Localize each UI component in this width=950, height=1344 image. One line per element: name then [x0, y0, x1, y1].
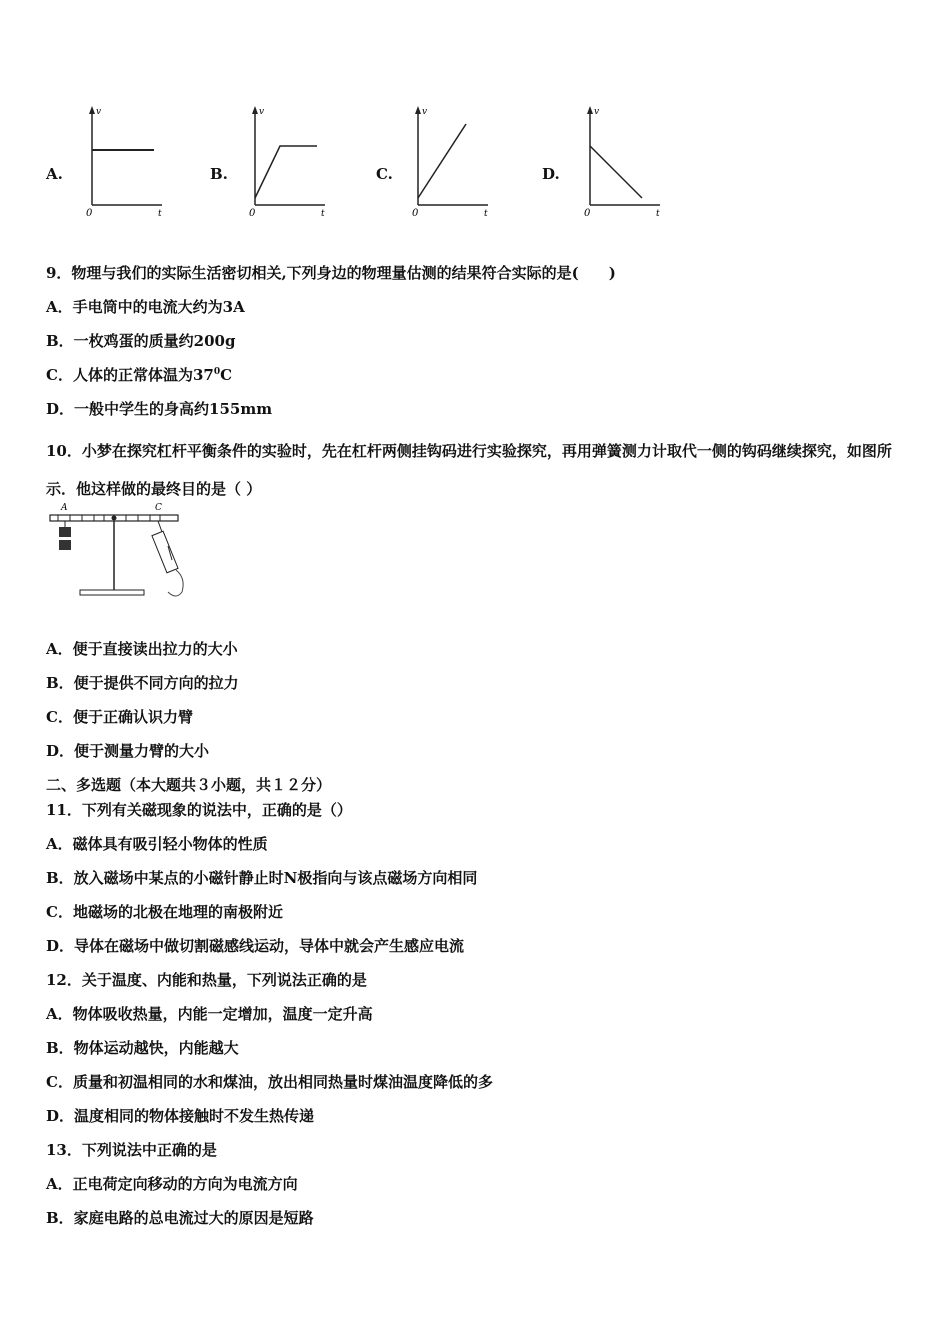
q8-option-b-label[interactable]: B.: [210, 165, 228, 183]
q9-option-c[interactable]: [46, 364, 232, 385]
q11-stem: 11．下列有关磁现象的说法中，正确的是（）: [46, 801, 352, 819]
q10-stem: 10．小梦在探究杠杆平衡条件的实验时，先在杠杆两侧挂钩码进行实验探究，再用弹簧测力计取代一侧的钩码继续探究，如图所示．他这样做的最终目的是（ ）: [46, 442, 892, 498]
q8-graph-a-x-label: t: [158, 209, 162, 219]
q8-option-a-label[interactable]: A.: [46, 165, 63, 183]
q8-graph-b-origin: 0: [249, 208, 256, 219]
q9-option-b[interactable]: B．一枚鸡蛋的质量约200g: [46, 332, 236, 350]
q10-option-b[interactable]: B．便于提供不同方向的拉力: [46, 674, 239, 692]
q13-option-a[interactable]: A．正电荷定向移动的方向为电流方向: [46, 1175, 298, 1193]
q12-option-d[interactable]: D．温度相同的物体接触时不发生热传递: [46, 1107, 315, 1125]
q13-option-b[interactable]: B．家庭电路的总电流过大的原因是短路: [46, 1209, 314, 1227]
q13-stem: 13．下列说法中正确的是: [46, 1141, 217, 1159]
q8-graph-c-origin: 0: [412, 208, 419, 219]
lever-label-c: C: [155, 503, 162, 513]
q8-graph-a-origin: 0: [86, 208, 93, 219]
q9-option-d[interactable]: D．一般中学生的身高约155mm: [46, 400, 273, 418]
q11-option-a[interactable]: A．磁体具有吸引轻小物体的性质: [46, 835, 268, 853]
q8-graph-d-origin: 0: [584, 208, 591, 219]
q11-option-b[interactable]: B．放入磁场中某点的小磁针静止时N极指向与该点磁场方向相同: [46, 869, 478, 887]
lever-figure: [44, 500, 214, 610]
q9-option-c-text: C．人体的正常体温为37: [46, 366, 214, 384]
q9-option-a[interactable]: A．手电筒中的电流大约为3A: [46, 298, 245, 316]
q8-graph-d-x-label: t: [656, 209, 660, 219]
q12-option-a[interactable]: A．物体吸收热量，内能一定增加，温度一定升高: [46, 1005, 373, 1023]
q11-option-d[interactable]: D．导体在磁场中做切割磁感线运动，导体中就会产生感应电流: [46, 937, 465, 955]
q8-graph-a: [82, 100, 172, 220]
q10-option-d[interactable]: D．便于测量力臂的大小: [46, 742, 210, 760]
q9-stem: 9．物理与我们的实际生活密切相关,下列身边的物理量估测的结果符合实际的是( ): [46, 264, 616, 282]
q8-graph-c: [408, 100, 498, 220]
q8-option-d-label[interactable]: D.: [542, 165, 560, 183]
q8-graph-b-x-label: t: [321, 209, 325, 219]
q12-stem: 12．关于温度、内能和热量，下列说法正确的是: [46, 971, 367, 989]
q8-option-c-label[interactable]: C.: [376, 165, 393, 183]
lever-label-a: A: [61, 503, 68, 513]
q9-option-c-unit: C: [220, 366, 233, 384]
q8-graph-d-y-label: v: [594, 107, 600, 117]
q8-graph-b: [245, 100, 335, 220]
q12-option-b[interactable]: B．物体运动越快，内能越大: [46, 1039, 239, 1057]
q10-option-c[interactable]: C．便于正确认识力臂: [46, 708, 193, 726]
q11-option-c[interactable]: C．地磁场的北极在地理的南极附近: [46, 903, 283, 921]
q10-option-a[interactable]: A．便于直接读出拉力的大小: [46, 640, 238, 658]
q12-option-c[interactable]: C．质量和初温相同的水和煤油，放出相同热量时煤油温度降低的多: [46, 1073, 493, 1091]
q8-graph-b-y-label: v: [259, 107, 265, 117]
q9-option-c-degree: 0: [213, 367, 221, 377]
q8-graph-a-y-label: v: [96, 107, 102, 117]
section2-title: 二、多选题（本大题共３小题，共１２分）: [46, 776, 332, 794]
q8-graph-d: [580, 100, 670, 220]
q8-graph-c-y-label: v: [422, 107, 428, 117]
q8-graph-c-x-label: t: [484, 209, 488, 219]
